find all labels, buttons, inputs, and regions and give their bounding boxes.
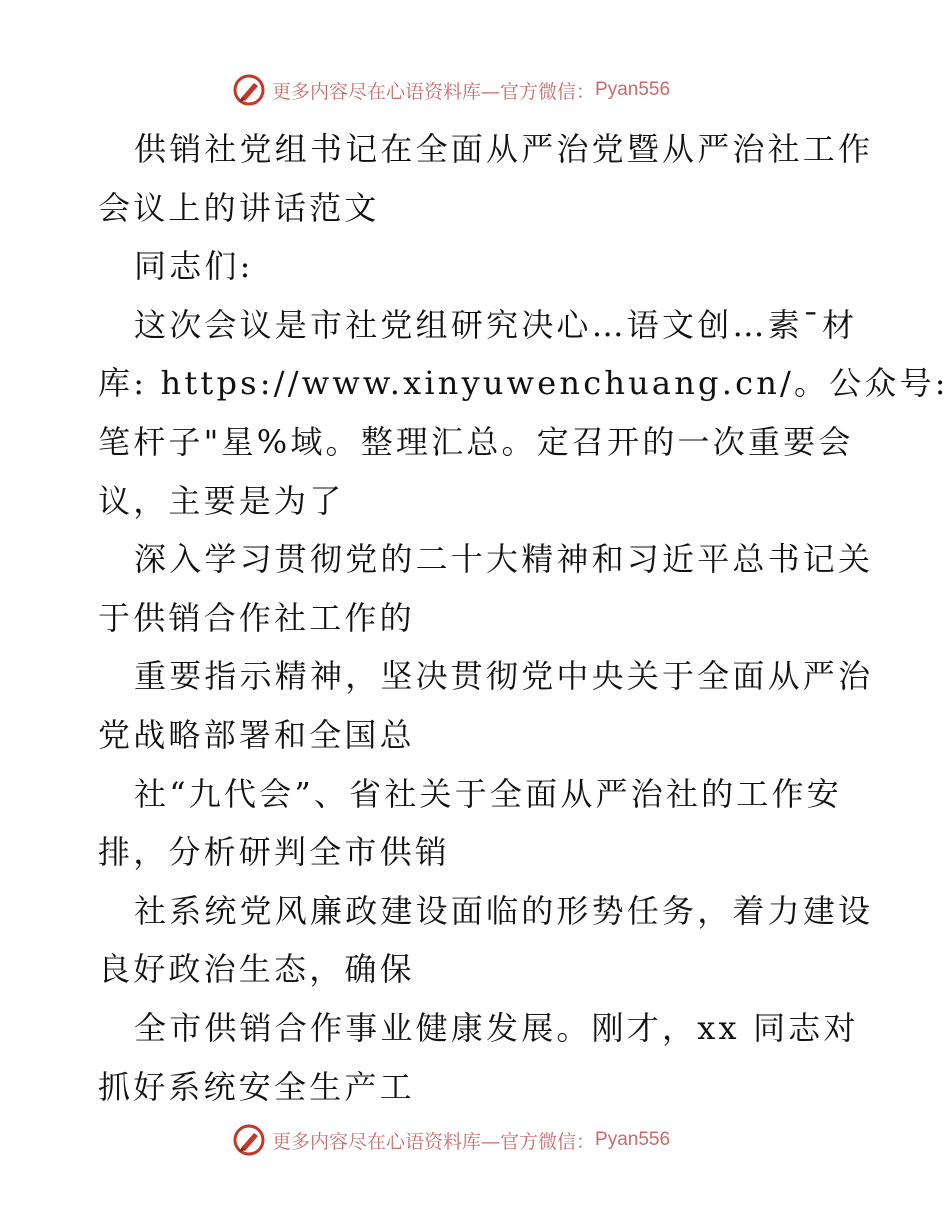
- text-line: 同志们:: [134, 247, 254, 286]
- text-line: 排，分析研判全市供销: [98, 833, 451, 872]
- watermark-text: 更多内容尽在心语资料库—官方微信：: [272, 80, 596, 103]
- header-watermark: [232, 72, 670, 108]
- pen-logo-icon: [232, 73, 266, 107]
- pen-logo-icon: [232, 1123, 266, 1157]
- text-line: 会议上的讲话范文: [98, 188, 380, 227]
- watermark-contact: Pyan556: [595, 1129, 671, 1150]
- watermark-contact: Pyan556: [595, 79, 671, 100]
- text-line: 这次会议是市社党组研究决心…语文创…素¯材: [134, 305, 858, 344]
- text-line: 重要指示精神，坚决贯彻党中央关于全面从严治: [134, 657, 874, 696]
- text-line: 议，主要是为了: [98, 481, 345, 520]
- watermark-text: 更多内容尽在心语资料库—官方微信：: [272, 1130, 596, 1153]
- text-line: 供销社党组书记在全面从严治党暨从严治社工作: [134, 130, 874, 168]
- text-line: 社“九代会”、省社关于全面从严治社的工作安: [134, 774, 842, 813]
- text-line: 良好政治生态，确保: [98, 950, 415, 989]
- text-line: 库: https://www.xinyuwenchuang.cn/。公众号:: [98, 364, 949, 403]
- text-line: 抓好系统安全生产工: [98, 1067, 415, 1106]
- text-line: 全市供销合作事业健康发展。刚才，xx 同志对: [134, 1008, 859, 1047]
- text-line: 笔杆子"星%域。整理汇总。定召开的一次重要会: [98, 422, 854, 461]
- text-line: 深入学习贯彻党的二十大精神和习近平总书记关: [134, 540, 874, 579]
- text-line: 社系统党风廉政建设面临的形势任务，着力建设: [134, 891, 874, 930]
- text-line: 于供销合作社工作的: [98, 598, 415, 637]
- footer-watermark: [232, 1122, 670, 1158]
- text-line: 党战略部署和全国总: [98, 715, 415, 754]
- document-body: [98, 120, 949, 1116]
